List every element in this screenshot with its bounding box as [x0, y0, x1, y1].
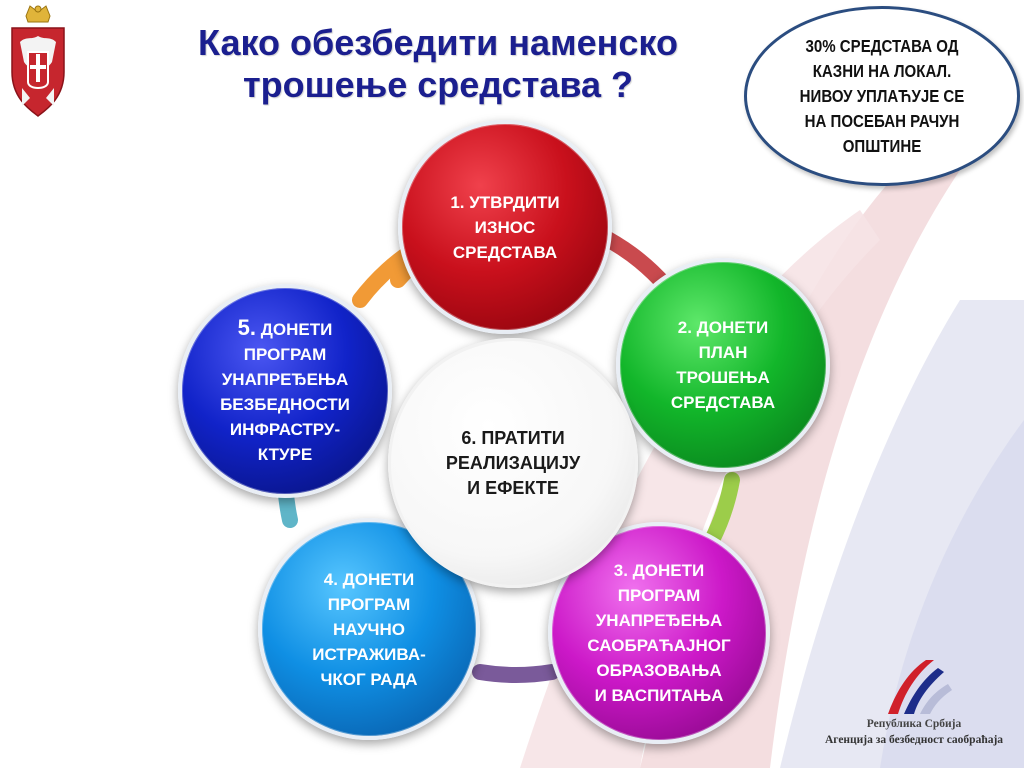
step-5-circle — [178, 284, 392, 498]
step-5-number: 5. — [237, 315, 257, 340]
step-5-text: ДОНЕТИ ПРОГРАМ УНАПРЕЂЕЊА БЕЗБЕДНОСТИ ИНФРАСТРУ- КТУРЕ — [220, 320, 350, 464]
callout-text: 30% СРЕДСТАВА ОД КАЗНИ НА ЛОКАЛ. НИВОУ УПЛАЋУЈЕ СЕ НА ПОСЕБАН РАЧУН ОПШТИНЕ — [799, 35, 965, 156]
serbian-coat-of-arms-icon — [6, 2, 70, 120]
agency-branding — [808, 658, 1020, 758]
step-5-label — [203, 315, 368, 467]
step-6-center-circle — [388, 338, 638, 588]
step-2-circle — [616, 258, 830, 472]
step-6-label: 6. ПРАТИТИ РЕАЛИЗАЦИЈУ И ЕФЕКТЕ — [445, 427, 581, 498]
agency-logo-icon — [874, 658, 954, 716]
step-1-circle — [398, 120, 612, 334]
agency-country-text: Република Србија — [866, 718, 962, 730]
step-1-label: 1. УТВРДИТИ ИЗНОС СРЕДСТАВА — [450, 192, 560, 262]
callout-oval — [744, 6, 1020, 186]
step-3-label: 3. ДОНЕТИ ПРОГРАМ УНАПРЕЂЕЊА САОБРАЋАЈНОГ ОБРАЗОВАЊА И ВАСПИТАЊА — [587, 561, 731, 705]
step-4-label: 4. ДОНЕТИ ПРОГРАМ НАУЧНО ИСТРАЖИВА- ЧКОГ РАДА — [312, 569, 426, 689]
step-2-label: 2. ДОНЕТИ ПЛАН ТРОШЕЊА СРЕДСТАВА — [670, 318, 776, 412]
agency-name-text: Агенција за безбедност саобраћаја — [824, 734, 1004, 746]
page-title: Како обезбедити наменско трошење средстава ? — [198, 22, 678, 105]
